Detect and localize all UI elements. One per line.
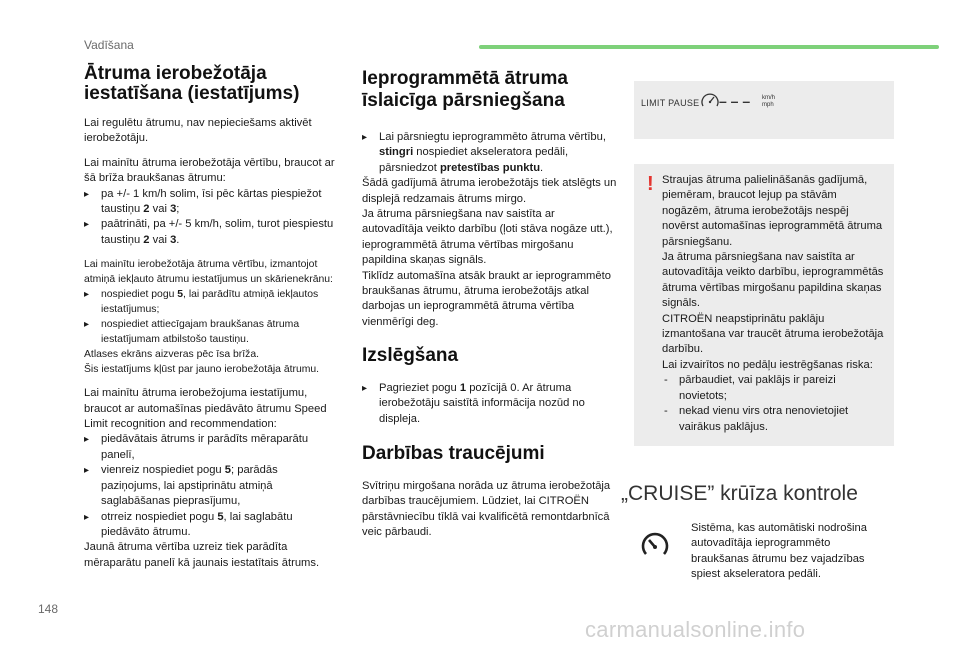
- speedometer-icon: [640, 530, 670, 560]
- off-section: [362, 345, 617, 427]
- middle-para: Šādā gadījumā ātruma ierobežotājs tiek atslēgts un displejā redzamais ātrums mirgo.: [362, 177, 617, 205]
- left-p2: Lai mainītu ātruma ierobežotāja vērtību, braucot ar šā brīža braukšanas ātrumu:: [84, 156, 335, 185]
- watermark: carmanualsonline.info: [585, 617, 806, 642]
- header-accent-bar: [479, 45, 939, 49]
- list-item: ▸ Lai pārsniegtu ieprogrammēto ātruma vērtību, stingri nospiediet akseleratora pedāli, pārsniedzot pretestības punktu.: [362, 130, 617, 176]
- fault-text: Svītriņu mirgošana norāda uz ātruma ierobežotāja darbības traucējumiem. Lūdziet, lai CITROËN pārstāvniecību tīklā vai kvalificētā remontdarbnīcā veic pārbaudi.: [362, 480, 611, 539]
- display-dashes: – – –: [719, 93, 751, 109]
- list-item: - nekad vienu virs otra nenovietojiet vairākus paklājus.: [662, 404, 886, 435]
- display-label: LIMIT PAUSE: [641, 98, 700, 108]
- left-p4-block: Lai mainītu ātruma ierobežojuma iestatījumu, braucot ar automašīnas piedāvāto ātrumu Speed Limit recognition and recommendation: ▸ piedāvātais ātrums ir parādīts mēraparātu panelī, ▸ vienreiz nospiediet pogu 5; parādās paziņojums, lai apstiprinātu atmiņā saglabāšanas pieprasījumu, ▸ otrreiz nospiediet pogu 5, lai saglabātu piedāvāto ātrumu. Jaunā ātruma vērtība uzreiz tiek parādīta mēraparātu panelī kā jaunais iestatītais ātrums.: [84, 386, 339, 571]
- middle-title: Ieprogrammētā ātruma īslaicīga pārsniegšana: [362, 68, 568, 111]
- off-title: Izslēgšana: [362, 345, 459, 366]
- speedometer-icon: [700, 91, 720, 109]
- warning-icon: !: [647, 173, 654, 195]
- left-title: Ātruma ierobežotāja iestatīšana (iestatījums): [84, 63, 300, 104]
- section-label: Vadīšana: [84, 38, 134, 52]
- warning-text: Straujas ātruma palielināšanās gadījumā, piemēram, braucot lejup pa stāvām nogāzēm, ātruma ierobežotājs nespēj novērst automašīnas ieprogrammētā ātruma pārsniegšanu. Ja ātruma pārsniegšana nav saistīta ar autovadītāja veikto darbību, ieprogrammētās ātruma vērtības mirgošanu papildina skaņas signāls. CITROËN neapstiprinātu paklāju izmantošana var traucēt ātruma ierobežotāja darbību. Lai izvairītos no pedāļu iestrēgšanas riska: - pārbaudiet, vai paklājs ir pareizi novietots; - nekad vienu virs otra nenovietojiet vairākus paklājus.: [662, 173, 886, 435]
- left-p3-block: Lai mainītu ierobežotāja ātruma vērtību, izmantojot atmiņā iekļauto ātrumu iestatījumus un skārienekrānu: ▸ nospiediet pogu 5, lai parādītu atmiņā iekļautos iestatījumus; ▸ nospiediet attiecīgajam braukšanas ātruma iestatījumam atbilstošo taustiņu. Atlases ekrāns aizveras pēc īsa brīža. Šis iestatījums kļūst par jauno ierobežotāja ātrumu.: [84, 257, 339, 377]
- list-item: ▸ paātrināti, pa +/- 5 km/h, solim, turot piespiestu taustiņu 2 vai 3.: [84, 217, 339, 248]
- left-p2-list: [84, 187, 339, 249]
- list-item: ▸ vienreiz nospiediet pogu 5; parādās paziņojums, lai apstiprinātu atmiņā saglabāšanas pieprasījumu,: [84, 463, 339, 509]
- list-item: ▸ otrreiz nospiediet pogu 5, lai saglabātu piedāvāto ātrumu.: [84, 510, 339, 541]
- left-p1: Lai regulētu ātrumu, nav nepieciešams aktivēt ierobežotāju.: [84, 117, 312, 145]
- cruise-title: „CRUISE” krūīza kontrole: [621, 482, 858, 505]
- list-item: ▸ pa +/- 1 km/h solim, īsi pēc kārtas piespiežot taustiņu 2 vai 3;: [84, 187, 339, 218]
- fault-section: [362, 443, 617, 541]
- middle-para3: Tiklīdz automašīna atsāk braukt ar ieprogrammēto braukšanas ātrumu, ātruma ierobežotājs atkal darbojas un ieprogrammētā ātruma vērtība vienmērīgi deg.: [362, 269, 611, 328]
- page-number: 148: [38, 602, 59, 616]
- display-unit: km/h mph: [762, 95, 776, 108]
- fault-title: Darbības traucējumi: [362, 443, 545, 464]
- display-illustration: [634, 81, 894, 139]
- middle-column: [362, 68, 617, 330]
- list-item: ▸ nospiediet attiecīgajam braukšanas ātruma iestatījumam atbilstošo taustiņu.: [84, 317, 339, 347]
- list-item: ▸ piedāvātais ātrums ir parādīts mēraparātu panelī,: [84, 432, 339, 463]
- cruise-text: Sistēma, kas automātiski nodrošina autovadītāja ieprogrammēto braukšanas ātrumu bez vajadzības spiest akseleratora pedāli.: [691, 522, 867, 581]
- left-column: [84, 64, 339, 571]
- list-item: ▸ nospiediet pogu 5, lai parādītu atmiņā iekļautos iestatījumus;: [84, 287, 339, 317]
- list-item: - pārbaudiet, vai paklājs ir pareizi novietots;: [662, 373, 886, 404]
- middle-para2: Ja ātruma pārsniegšana nav saistīta ar autovadītāja veikto darbību (ļoti stāva nogāze utt.), ieprogrammētā ātruma vērtības mirgošanu papildina skaņas signāls.: [362, 208, 613, 267]
- list-item: ▸ Pagrieziet pogu 1 pozīcijā 0. Ar ātruma ierobežotāju saistītā informācija nozūd no displeja.: [362, 381, 617, 427]
